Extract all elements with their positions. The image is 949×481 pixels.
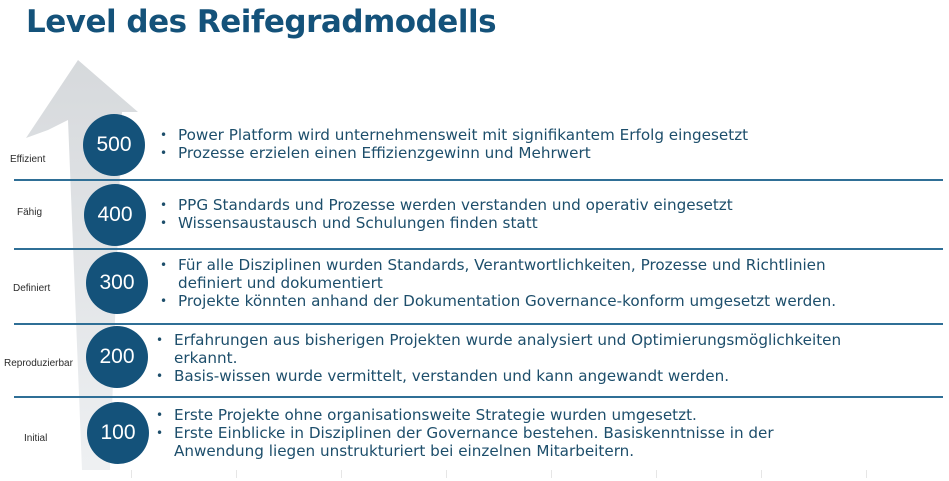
list-item: • Wissensaustausch und Schulungen finden statt bbox=[160, 214, 733, 232]
level-badge-400: 400 bbox=[84, 184, 146, 246]
list-item: • Für alle Disziplinen wurden Standards, Verantwortlichkeiten, Prozesse und Richtlinien bbox=[160, 256, 836, 274]
tick-mark bbox=[551, 470, 552, 478]
divider bbox=[14, 396, 943, 398]
list-item: • Erste Projekte ohne organisationsweite Strategie wurden umgesetzt. bbox=[156, 406, 774, 424]
level-label: Initial bbox=[24, 433, 48, 444]
divider bbox=[14, 179, 943, 181]
bullet-list bbox=[160, 256, 836, 310]
bullet-list bbox=[160, 196, 733, 232]
list-item: • Projekte könnten anhand der Dokumentation Governance-konform umgesetzt werden. bbox=[160, 292, 836, 310]
tick-mark bbox=[866, 470, 867, 478]
list-item: • Power Platform wird unternehmensweit mit signifikantem Erfolg eingesetzt bbox=[160, 126, 748, 144]
tick-mark bbox=[341, 470, 342, 478]
tick-mark bbox=[656, 470, 657, 478]
list-item: • Erfahrungen aus bisherigen Projekten wurde analysiert und Optimierungsmöglichkeiten bbox=[156, 331, 841, 349]
divider bbox=[14, 248, 943, 250]
tick-mark bbox=[446, 470, 447, 478]
level-label: Definiert bbox=[13, 283, 51, 294]
level-badge-200: 200 bbox=[86, 326, 148, 388]
list-item: • Prozesse erzielen einen Effizienzgewinn und Mehrwert bbox=[160, 144, 748, 162]
list-item: definiert und dokumentiert bbox=[178, 274, 383, 292]
tick-mark bbox=[761, 470, 762, 478]
list-item: Anwendung liegen unstrukturiert bei einzelnen Mitarbeitern. bbox=[174, 442, 635, 460]
bullet-list bbox=[156, 406, 774, 460]
list-item: • PPG Standards und Prozesse werden verstanden und operativ eingesetzt bbox=[160, 196, 733, 214]
level-badge-100: 100 bbox=[87, 402, 149, 464]
tick-mark bbox=[131, 470, 132, 478]
level-badge-300: 300 bbox=[86, 252, 148, 314]
bullet-list bbox=[156, 331, 841, 385]
list-item: • Erste Einblicke in Disziplinen der Governance bestehen. Basiskenntnisse in der bbox=[156, 424, 774, 442]
bullet-list bbox=[160, 126, 748, 162]
level-label: Fähig bbox=[17, 207, 43, 218]
list-item: erkannt. bbox=[174, 349, 238, 367]
list-item: • Basis-wissen wurde vermittelt, verstanden und kann angewandt werden. bbox=[156, 367, 841, 385]
level-badge-500: 500 bbox=[83, 114, 145, 176]
tick-mark bbox=[236, 470, 237, 478]
level-label: Effizient bbox=[10, 154, 46, 165]
level-label: Reproduzierbar bbox=[4, 358, 73, 369]
page-title: Level des Reifegradmodells bbox=[26, 4, 497, 40]
divider bbox=[14, 323, 943, 325]
